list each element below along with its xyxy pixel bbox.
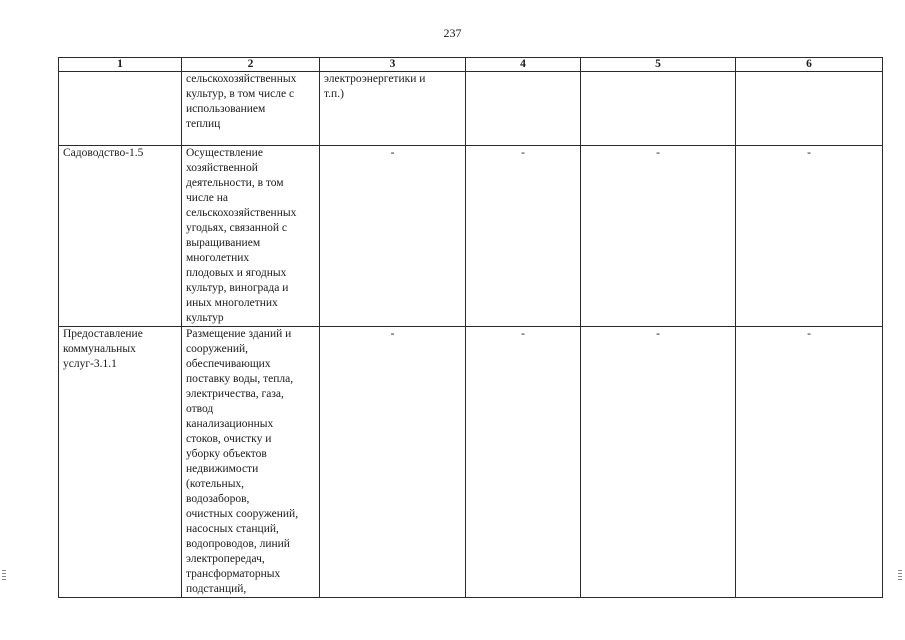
table-cell: Предоставление коммунальных услуг-3.1.1 — [59, 327, 182, 598]
table-cell: электроэнергетики и т.п.) — [320, 72, 466, 146]
column-header: 2 — [182, 58, 320, 72]
page-number: 237 — [443, 26, 462, 40]
table-cell: - — [581, 146, 736, 327]
land-use-table — [58, 57, 883, 598]
table-cell: - — [320, 146, 466, 327]
table-cell: Садоводство-1.5 — [59, 146, 182, 327]
table-cell — [59, 72, 182, 146]
table-cell: - — [466, 327, 581, 598]
scan-edge-mark — [898, 570, 902, 580]
table-cell: Размещение зданий и сооружений, обеспечивающих поставку воды, тепла, электричества, газа, отвод канализационных стоков, очистку и уборку объектов недвижимости (котельных, водозаборов, очистных сооружений, насосных станций, водопроводов, линий электропередач, трансформаторных подстанций, — [182, 327, 320, 598]
scan-edge-mark — [2, 570, 6, 580]
column-header: 6 — [736, 58, 883, 72]
table-cell — [581, 72, 736, 146]
table-row — [59, 72, 883, 146]
table-row — [59, 146, 883, 327]
table-cell: - — [581, 327, 736, 598]
table-cell: - — [320, 327, 466, 598]
table-cell — [736, 72, 883, 146]
table-cell: - — [466, 146, 581, 327]
table-cell: Осуществление хозяйственной деятельности, в том числе на сельскохозяйственных угодьях, связанной с выращиванием многолетних плодовых и ягодных культур, винограда и иных многолетних культур — [182, 146, 320, 327]
table-cell — [466, 72, 581, 146]
column-header: 4 — [466, 58, 581, 72]
table-cell: - — [736, 327, 883, 598]
column-header: 3 — [320, 58, 466, 72]
table-cell: - — [736, 146, 883, 327]
table-header-row — [59, 58, 883, 72]
column-header: 5 — [581, 58, 736, 72]
column-header: 1 — [59, 58, 182, 72]
table-row — [59, 327, 883, 598]
table-cell: сельскохозяйственных культур, в том числе с использованием теплиц — [182, 72, 320, 146]
